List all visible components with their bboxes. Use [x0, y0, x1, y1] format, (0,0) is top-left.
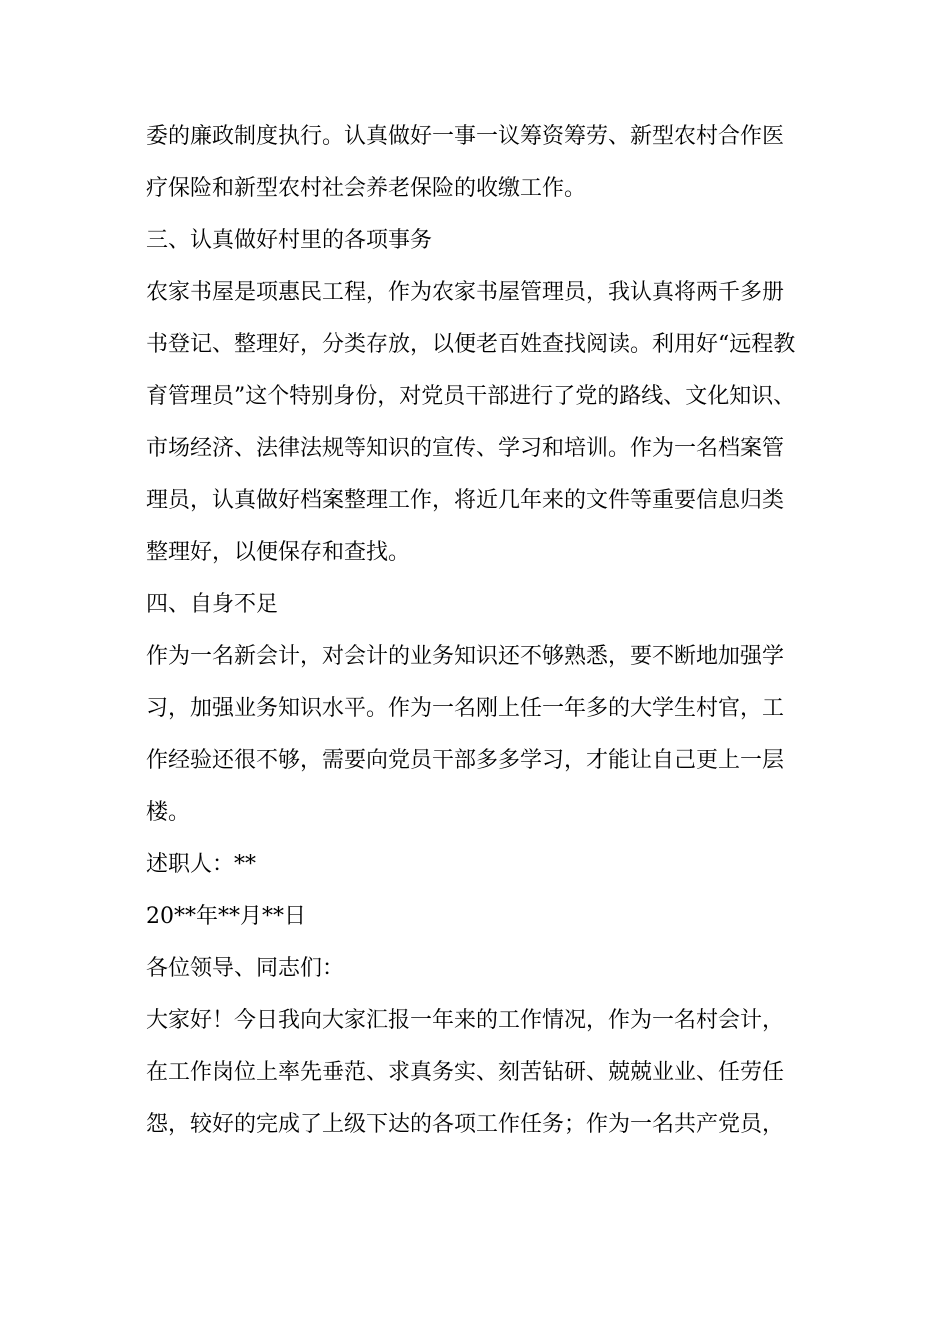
- text-line: 疗保险和新型农村社会养老保险的收缴工作。: [146, 176, 587, 201]
- document-body: [146, 111, 806, 1151]
- text-line: 作经验还很不够，需要向党员干部多多学习，才能让自己更上一层: [146, 748, 785, 773]
- section-heading: 四、自身不足: [146, 592, 279, 617]
- text-line: 怨，较好的完成了上级下达的各项工作任务；作为一名共产党员，: [146, 1112, 785, 1137]
- text-line: 习，加强业务知识水平。作为一名刚上任一年多的大学生村官，工: [146, 696, 785, 721]
- salutation-line: 各位领导、同志们：: [146, 956, 345, 981]
- text-line: 作为一名新会计，对会计的业务知识还不够熟悉，要不断地加强学: [146, 644, 785, 669]
- date-line: 20**年**月**日: [146, 904, 306, 929]
- text-line: 大家好！今日我向大家汇报一年来的工作情况，作为一名村会计，: [146, 1008, 785, 1033]
- text-line: 农家书屋是项惠民工程，作为农家书屋管理员，我认真将两千多册: [146, 280, 785, 305]
- text-line: 市场经济、法律法规等知识的宣传、学习和培训。作为一名档案管: [146, 436, 785, 461]
- section-heading: 三、认真做好村里的各项事务: [146, 228, 433, 253]
- text-line: 整理好，以便保存和查找。: [146, 540, 411, 565]
- text-line: 在工作岗位上率先垂范、求真务实、刻苦钻研、兢兢业业、任劳任: [146, 1060, 785, 1085]
- text-line: 委的廉政制度执行。认真做好一事一议筹资筹劳、新型农村合作医: [146, 124, 785, 149]
- text-line: 育管理员”这个特别身份，对党员干部进行了党的路线、文化知识、: [146, 384, 796, 409]
- text-line: 书登记、整理好，分类存放，以便老百姓查找阅读。利用好“远程教: [146, 332, 796, 357]
- text-line: 楼。: [146, 800, 191, 825]
- signature-line: 述职人：**: [146, 852, 257, 877]
- text-line: 理员，认真做好档案整理工作，将近几年来的文件等重要信息归类: [146, 488, 785, 513]
